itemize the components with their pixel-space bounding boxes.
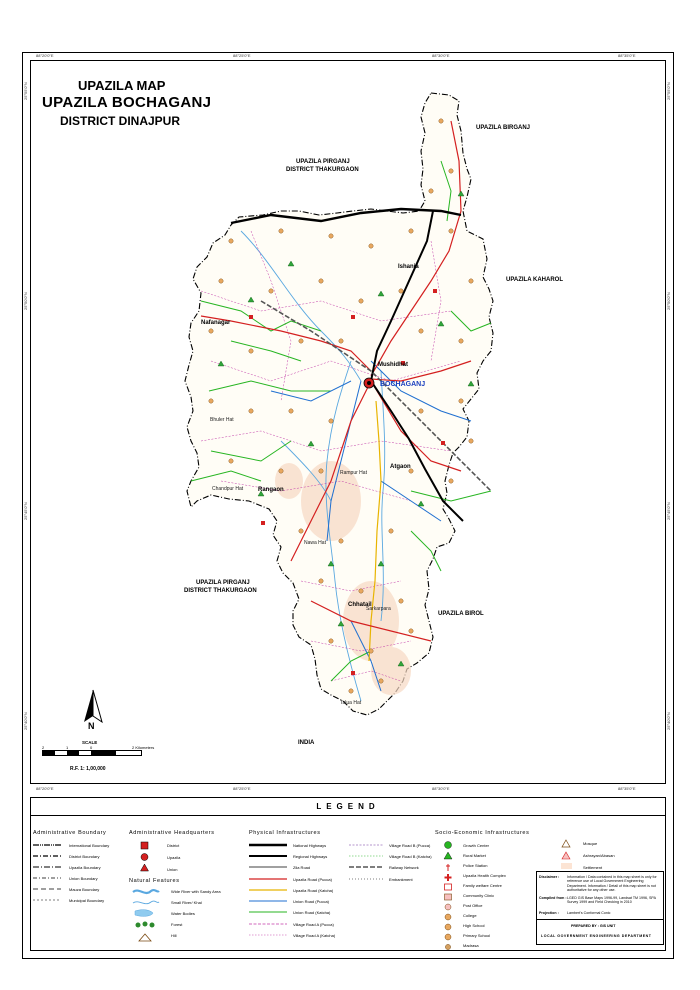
upazila-title: UPAZILA BOCHAGANJ: [42, 94, 212, 111]
legend-ashrayan: Ashrayan/Abasan: [583, 853, 615, 858]
legend-panel: [30, 797, 666, 951]
coord-top-1: 88°20'0"E: [36, 53, 54, 58]
legend-title: LEGEND: [316, 802, 380, 811]
legend-union-hq: Union: [167, 867, 178, 872]
legend-union-boundary: Union Boundary: [69, 876, 98, 881]
legend-village-road-b-pucca: Village Road B (Pucca): [389, 843, 431, 848]
coord-left-3: 25°45'0"N: [23, 502, 28, 520]
coord-left-4: 25°40'0"N: [23, 712, 28, 730]
legend-forest: Forest: [171, 922, 183, 927]
region-pirganj-south: UPAZILA PIRGANJ: [196, 580, 250, 586]
legend-upazila-hq: Upazila: [167, 855, 181, 860]
map-title: UPAZILA MAP: [78, 78, 166, 93]
legend-health-complex: Upazila Health Complex: [463, 873, 506, 878]
legend-regional-highways: Regional Highways: [293, 854, 328, 859]
legend-high-school: High School: [463, 923, 485, 928]
representative-fraction: R.F. 1: 1,00,000: [70, 766, 106, 772]
scale-tick-4: 2 Kilometers: [132, 745, 155, 750]
legend-rural-market: Rural Market: [463, 853, 486, 858]
coord-bottom-4: 88°35'0"E: [618, 786, 636, 791]
upazila-hq-marker[interactable]: [364, 378, 374, 388]
legend-wide-river: Wide River with Sandy Area: [171, 889, 221, 894]
department-name: LOCAL GOVERNMENT ENGINEERING DEPARTMENT: [541, 934, 652, 938]
region-birol: UPAZILA BIROL: [438, 611, 484, 617]
legend-national-highways: National Highways: [293, 843, 327, 848]
coord-bottom-2: 88°25'0"E: [233, 786, 251, 791]
upazila-boundary: [185, 93, 493, 715]
legend-upazila-road-katcha: Upazila Road (Katcha): [293, 888, 334, 893]
region-pirganj-north: UPAZILA PIRGANJ: [296, 159, 350, 165]
legend-international-boundary: International Boundary: [69, 843, 110, 848]
place-rampur-hat[interactable]: Rampur Hat: [340, 470, 367, 476]
coord-top-3: 88°30'0"E: [432, 53, 450, 58]
place-sarkarpara[interactable]: Sarkarpara: [366, 606, 391, 612]
natural-feature-samples: [131, 887, 161, 945]
region-kaharol: UPAZILA KAHAROL: [506, 277, 563, 283]
projection-text: Lambert's Conformal Conic: [567, 911, 611, 915]
region-thakurgaon-south: DISTRICT THAKURGAON: [184, 588, 257, 594]
place-mushidhat[interactable]: Mushidhat: [378, 362, 408, 368]
region-india: INDIA: [298, 740, 315, 746]
legend-family-welfare: Family welfare Centre: [463, 883, 502, 888]
legend-small-river: Small River/ Khal: [171, 900, 202, 905]
legend-admin-boundary-heading: Administrative Boundary: [33, 830, 107, 836]
projection-label: Projection :: [539, 911, 559, 915]
legend-union-road-pucca: Union Road (Pucca): [293, 899, 330, 904]
coord-bottom-1: 88°20'0"E: [36, 786, 54, 791]
scale-tick-1: 2: [42, 745, 45, 750]
place-chandpur-hat[interactable]: Chandpur Hat: [212, 486, 244, 492]
legend-primary-school: Primary School: [463, 933, 491, 938]
scale-tick-2: 1: [66, 745, 69, 750]
legend-zila-road: Zila Road: [293, 865, 311, 870]
district-title: DISTRICT DINAJPUR: [60, 114, 181, 128]
legend-railway-network: Railway Network: [389, 865, 419, 870]
place-nawa-hat[interactable]: Nawa Hat: [304, 540, 326, 546]
coord-top-4: 88°35'0"E: [618, 53, 636, 58]
place-nafanagar[interactable]: Nafanagar: [201, 320, 231, 326]
coord-right-3: 25°45'0"N: [666, 502, 671, 520]
disclaimer-text: Information / Data contained in this map sheet is only for reference use of Local Government Engineering Department. Information / Detail of this map sheet is not authoritative for any other use.: [567, 875, 657, 893]
legend-hill: Hill: [171, 933, 177, 938]
place-bochaganj[interactable]: BOCHAGANJ: [380, 381, 426, 388]
legend-embankment: Embankment: [389, 877, 413, 882]
legend-growth-center: Growth Center: [463, 843, 490, 848]
legend-post-office: Post Office: [463, 903, 483, 908]
legend-college: College: [463, 913, 477, 918]
notes-box: [536, 871, 664, 945]
legend-madrasa: Madrasa: [463, 943, 479, 948]
socio-symbol-samples: [443, 840, 455, 950]
road-line-samples: [249, 842, 289, 946]
legend-district-boundary: District Boundary: [69, 854, 100, 859]
scale-label: SCALE: [82, 740, 98, 745]
legend-natural-heading: Natural Features: [129, 878, 180, 884]
legend-union-road-katcha: Union Road (Katcha): [293, 910, 331, 915]
legend-admin-hq-heading: Administrative Headquarters: [129, 830, 215, 836]
disclaimer-label: Disclaimer :: [539, 875, 560, 879]
legend-water-bodies: Water Bodies: [171, 911, 195, 916]
coord-left-2: 25°50'0"N: [23, 292, 28, 310]
legend-village-road-b-katcha: Village Road B (Katcha): [389, 854, 432, 859]
region-thakurgaon-north: DISTRICT THAKURGAON: [286, 167, 359, 173]
place-rangaon[interactable]: Rangaon: [258, 487, 284, 493]
coord-right-1: 25°55'0"N: [666, 82, 671, 100]
compiled-text: LGED GIS Base Maps 1996-99, Landsat TM 1996, SPA Survey 1999 and Field Checking in 2010: [567, 896, 656, 905]
coord-bottom-3: 88°30'0"E: [432, 786, 450, 791]
place-atgaon[interactable]: Atgaon: [390, 464, 411, 470]
place-bhuler-hat[interactable]: Bhuler Hat: [210, 417, 234, 423]
coord-right-2: 25°50'0"N: [666, 292, 671, 310]
place-ishania[interactable]: Ishania: [398, 264, 419, 270]
legend-village-road-a-pucca: Village Road A (Pucca): [293, 922, 334, 927]
coord-left-1: 25°55'0"N: [23, 82, 28, 100]
socio-symbol-samples-2: [561, 838, 573, 874]
road-line-samples-2: [349, 842, 385, 890]
legend-settlement: Settlement: [583, 865, 603, 870]
scale-tick-3: 0: [90, 745, 93, 750]
legend-socio-heading: Socio-Economic Infrastructures: [435, 830, 530, 836]
region-birganj: UPAZILA BIRGANJ: [476, 125, 530, 131]
legend-municipal-boundary: Municipal Boundary: [69, 898, 105, 903]
legend-mosque: Mosque: [583, 841, 598, 846]
north-label: N: [88, 721, 95, 731]
legend-physical-heading: Physical Infrastructures: [249, 830, 321, 836]
compiled-label: Compiled from :: [539, 896, 567, 900]
legend-community-clinic: Community Clinic: [463, 893, 495, 898]
coord-right-4: 25°40'0"N: [666, 712, 671, 730]
place-chhatail[interactable]: Chhatail: [348, 602, 372, 608]
legend-upazila-boundary: Upazila Boundary: [69, 865, 101, 870]
legend-district-hq: District: [167, 843, 180, 848]
scale-bar: [42, 750, 142, 756]
legend-mauza-boundary: Mauza Boundary: [69, 887, 100, 892]
legend-upazila-road-pucca: Upazila Road (Pucca): [293, 877, 332, 882]
place-talua-hat[interactable]: Talua Hat: [340, 700, 362, 706]
boundary-line-samples: [33, 842, 63, 904]
prepared-by: PREPARED BY : GIS UNIT: [571, 924, 616, 928]
legend-village-road-a-katcha: Village Road A (Katcha): [293, 933, 336, 938]
hq-symbol-samples: [139, 840, 151, 876]
legend-police-station: Police Station: [463, 863, 488, 868]
coord-top-2: 88°25'0"E: [233, 53, 251, 58]
